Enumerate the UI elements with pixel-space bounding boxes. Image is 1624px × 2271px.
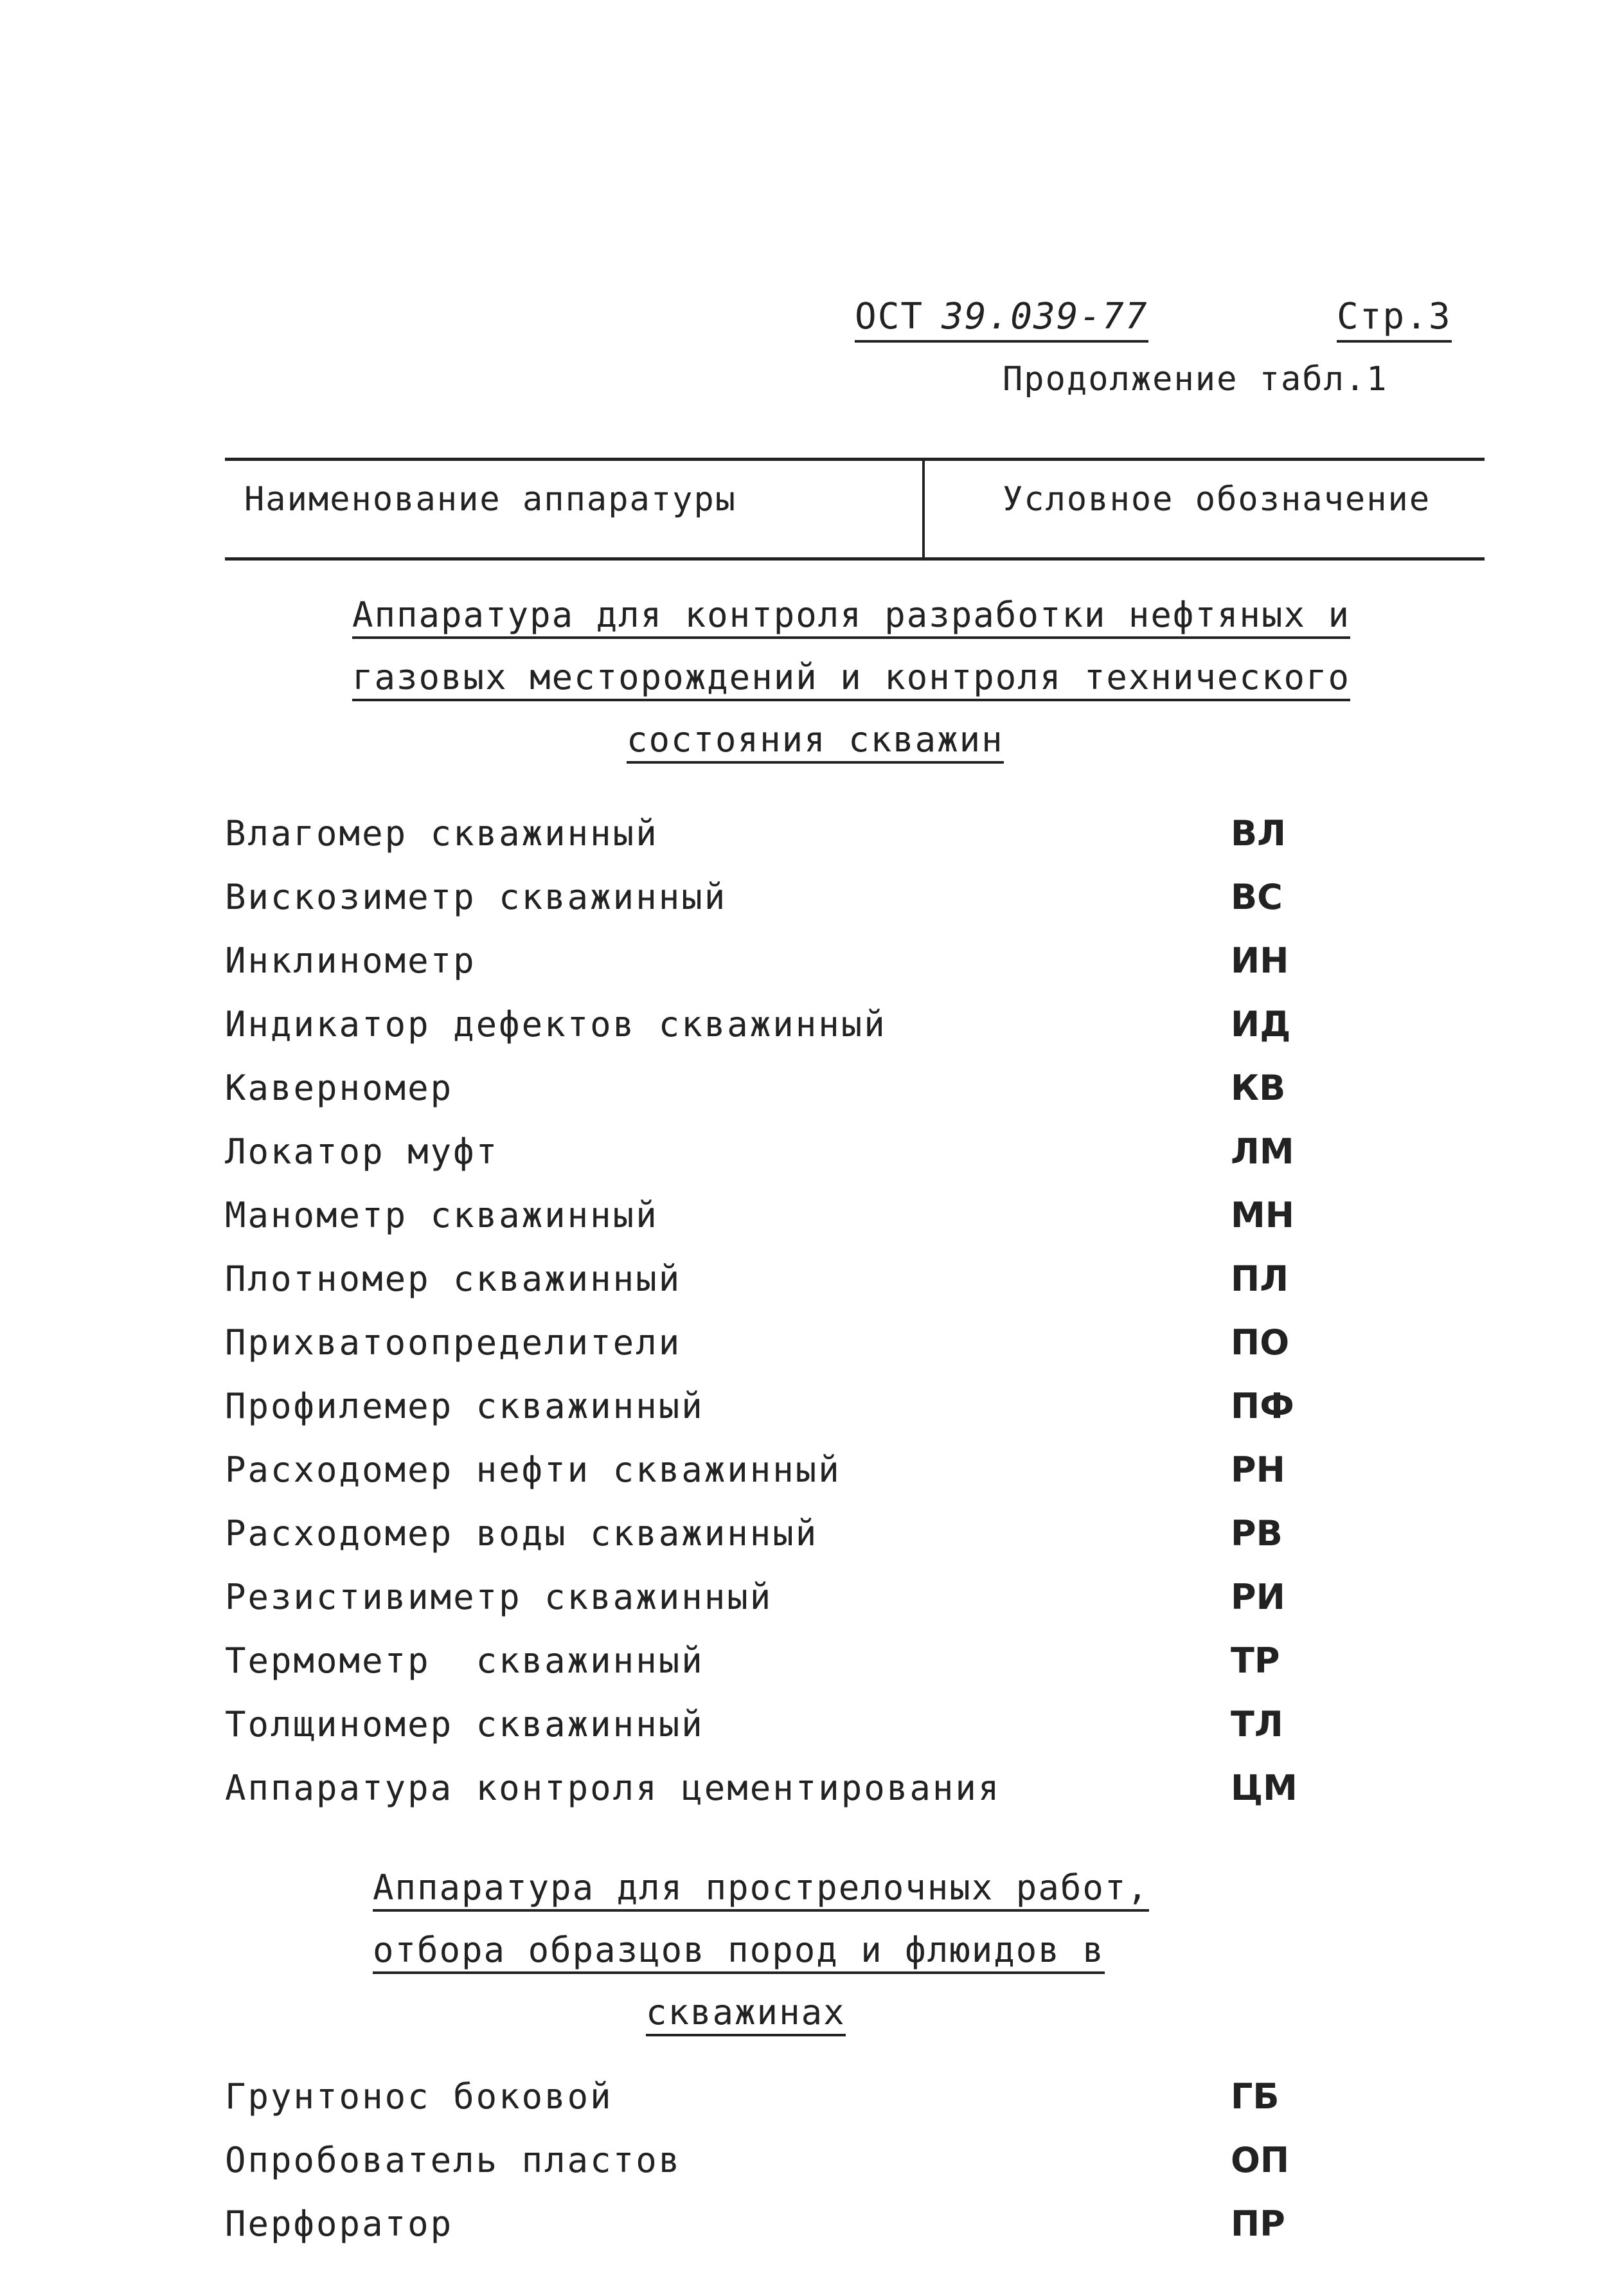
- equipment-code: РВ: [1231, 1513, 1283, 1554]
- equipment-name: Резистивиметр скважинный: [225, 1577, 773, 1617]
- table-row: [225, 1513, 1317, 1571]
- table-row: [225, 1131, 1317, 1189]
- standard-designation: [855, 296, 1148, 343]
- table-row: [225, 1704, 1317, 1762]
- equipment-name: Толщиномер скважинный: [225, 1704, 704, 1745]
- equipment-code: ПР: [1231, 2204, 1285, 2244]
- section1-title-line: Аппаратура для контроля разработки нефтяных и: [352, 595, 1350, 639]
- table-continuation-note: Продолжение табл.1: [1003, 360, 1388, 399]
- column-header-code: Условное обозначение: [1003, 480, 1431, 519]
- table-row: [225, 1577, 1317, 1635]
- column-divider: [922, 461, 925, 557]
- table-header: [225, 458, 1485, 561]
- table-row: [225, 1004, 1317, 1062]
- equipment-name: Прихватоопределители: [225, 1322, 682, 1363]
- equipment-code: ЦМ: [1231, 1768, 1298, 1808]
- page-number: Стр.3: [1337, 296, 1452, 343]
- table-row: [225, 940, 1317, 998]
- equipment-code: ГБ: [1231, 2076, 1280, 2117]
- equipment-name: Аппаратура контроля цементирования: [225, 1768, 1001, 1808]
- section1-title-line: состояния скважин: [627, 719, 1004, 764]
- equipment-code: ИН: [1231, 940, 1289, 981]
- equipment-code: ПО: [1231, 1322, 1290, 1363]
- equipment-name: Расходомер нефти скважинный: [225, 1450, 841, 1490]
- table-row: [225, 1259, 1317, 1316]
- equipment-code: ОП: [1231, 2140, 1290, 2180]
- table-row: [225, 1195, 1317, 1253]
- equipment-name: Расходомер воды скважинный: [225, 1513, 819, 1554]
- equipment-code: ТЛ: [1231, 1704, 1283, 1745]
- equipment-code: РН: [1231, 1450, 1285, 1490]
- equipment-name: Инклинометр: [225, 940, 476, 981]
- equipment-name: Опробователь пластов: [225, 2140, 682, 2180]
- table-row: [225, 1322, 1317, 1380]
- column-header-name: Наименование аппаратуры: [244, 480, 737, 519]
- equipment-code: ПЛ: [1231, 1259, 1289, 1299]
- section2-title-line: Аппаратура для прострелочных работ,: [373, 1867, 1149, 1912]
- equipment-code: МН: [1231, 1195, 1294, 1235]
- equipment-name: Каверномер: [225, 1068, 454, 1108]
- table-row: [225, 2204, 1317, 2261]
- equipment-name: Грунтонос боковой: [225, 2076, 613, 2117]
- equipment-code: РИ: [1231, 1577, 1285, 1617]
- equipment-name: Вискозиметр скважинный: [225, 877, 727, 917]
- table-row: [225, 813, 1317, 871]
- equipment-name: Перфоратор: [225, 2204, 454, 2244]
- equipment-name: Термометр скважинный: [225, 1640, 704, 1681]
- equipment-name: Плотномер скважинный: [225, 1259, 682, 1299]
- standard-prefix: ОСТ: [855, 296, 924, 337]
- table-row: [225, 1450, 1317, 1507]
- equipment-name: Влагомер скважинный: [225, 813, 659, 854]
- equipment-name: Профилемер скважинный: [225, 1386, 704, 1426]
- standard-number: 39.039-77: [941, 296, 1148, 337]
- table-row: [225, 877, 1317, 935]
- section2-title-line: скважинах: [646, 1992, 846, 2036]
- equipment-code: ПФ: [1231, 1386, 1294, 1426]
- table-row: [225, 2076, 1317, 2134]
- equipment-code: ВС: [1231, 877, 1283, 917]
- equipment-code: ВЛ: [1231, 813, 1287, 854]
- equipment-name: Манометр скважинный: [225, 1195, 659, 1235]
- equipment-code: ЛМ: [1231, 1131, 1294, 1172]
- table-row: [225, 1386, 1317, 1444]
- table-row: [225, 1768, 1317, 1826]
- equipment-name: Индикатор дефектов скважинный: [225, 1004, 887, 1045]
- equipment-code: ИД: [1231, 1004, 1291, 1045]
- equipment-code: КВ: [1231, 1068, 1286, 1108]
- equipment-name: Локатор муфт: [225, 1131, 499, 1172]
- section1-title-line: газовых месторождений и контроля технического: [352, 657, 1350, 701]
- table-row: [225, 1640, 1317, 1698]
- table-row: [225, 2140, 1317, 2198]
- equipment-code: ТР: [1231, 1640, 1280, 1681]
- table-row: [225, 1068, 1317, 1126]
- section2-title-line: отбора образцов пород и флюидов в: [373, 1930, 1105, 1974]
